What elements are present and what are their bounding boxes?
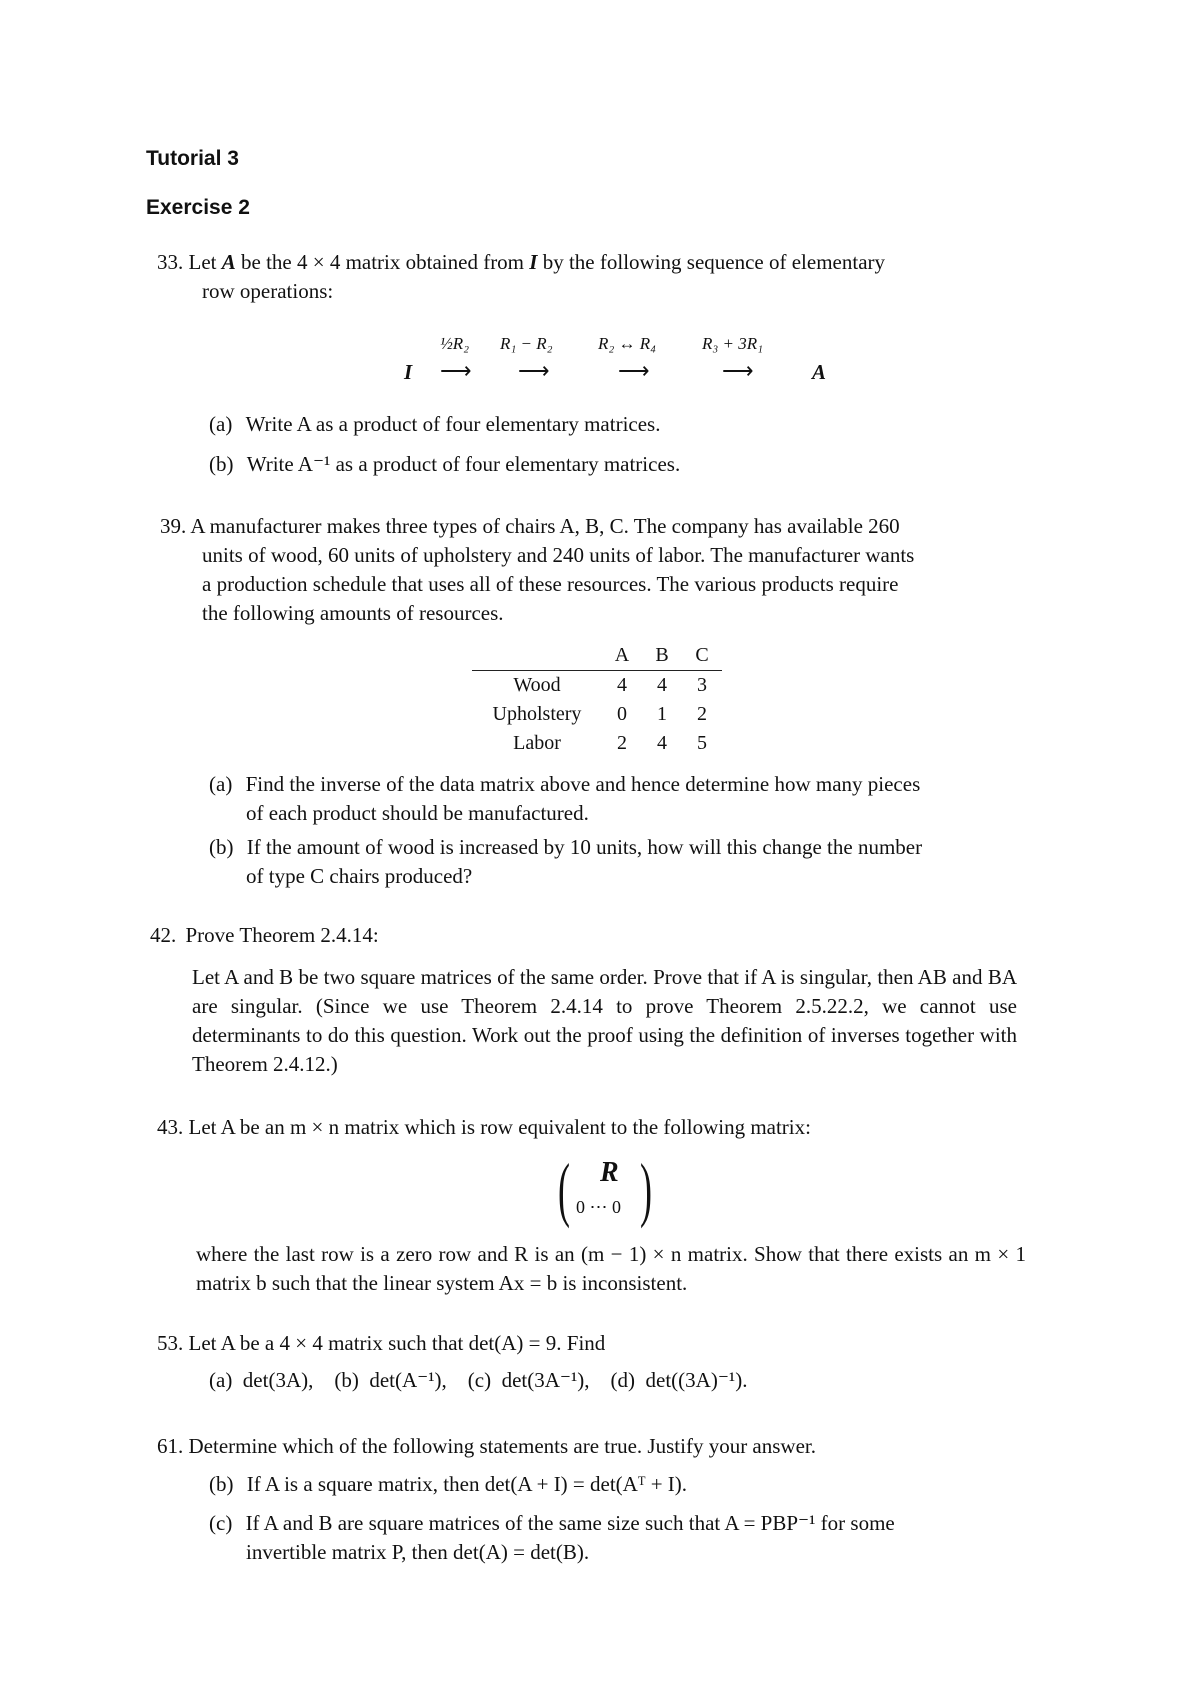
q39-part-a-label: (a): [209, 772, 233, 796]
q33-identity: I: [529, 250, 538, 274]
q43-number: 43.: [157, 1115, 184, 1139]
q42-heading: Prove Theorem 2.4.14:: [185, 923, 379, 947]
arrow-3: ⟶: [618, 358, 650, 383]
table-cell: Wood: [513, 674, 561, 696]
table-cell: Upholstery: [492, 703, 582, 725]
table-header-cell: [472, 641, 602, 671]
q53-line1: [157, 1329, 605, 1358]
table-cell: Labor: [513, 732, 561, 754]
row-equivalent-matrix: [558, 1149, 658, 1231]
q61-line1: [157, 1432, 816, 1461]
table-row: [472, 671, 722, 701]
q39-part-a: [209, 770, 920, 799]
q39-line1: [160, 512, 900, 541]
q33-line2: row operations:: [202, 279, 334, 303]
op-4: R₃ + 3R₁: [702, 334, 764, 353]
table-header-row: [472, 641, 722, 671]
q61-part-b: [209, 1470, 687, 1499]
op-1: ½R₂: [440, 334, 470, 353]
q39-line1-text: A manufacturer makes three types of chairs A, B, C. The company has available 260: [190, 514, 900, 538]
q42-heading-line: [150, 921, 379, 950]
sequence-end: A: [812, 360, 827, 384]
table-cell: 3: [697, 674, 707, 696]
tutorial-title: Tutorial 3: [146, 147, 239, 170]
q33-part-a: [209, 410, 660, 439]
q39-part-b-text-1: If the amount of wood is increased by 10 units, how will this change the number: [246, 835, 923, 859]
q33-intro-2: be the 4 × 4 matrix obtained from: [241, 250, 525, 274]
q33-part-b: [209, 450, 680, 479]
q33-part-b-label: (b): [209, 452, 234, 476]
q33-number: 33.: [157, 250, 184, 274]
q61-part-c-text-1: If A and B are square matrices of the same size such that A = PBP⁻¹ for some: [245, 1511, 895, 1535]
q53-line1-text: Let A be a 4 × 4 matrix such that det(A) = 9. Find: [188, 1331, 606, 1355]
table-row: [472, 729, 722, 758]
q39-part-b-text-2: of type C chairs produced?: [246, 864, 473, 888]
table-header-cell: B: [642, 641, 682, 671]
q33-intro-1: Let: [188, 250, 217, 274]
q53-number: 53.: [157, 1331, 184, 1355]
op-2: R₁ − R₂: [500, 334, 553, 353]
table-cell: 4: [617, 674, 627, 696]
q42-body: Let A and B be two square matrices of the same order. Prove that if A is singular, then AB and BA are singular. (Since we use Theorem 2.4.14 to prove Theorem 2.5.22.2, we cannot use determinants to do this question. Work out the proof using the definition of inverses together with Theorem 2.4.12.): [192, 965, 1017, 1076]
table-cell: 2: [617, 732, 627, 754]
resources-table: [472, 641, 722, 758]
q43-body: where the last row is a zero row and R is an (m − 1) × n matrix. Show that there exists an m × 1 matrix b such that the linear system Ax = b is inconsistent.: [196, 1242, 1026, 1295]
table-cell: 0: [617, 703, 627, 725]
table-cell: 4: [657, 732, 667, 754]
q61-part-c-text-2: invertible matrix P, then det(A) = det(B).: [246, 1540, 590, 1564]
q43-line1: [157, 1113, 811, 1142]
q61-number: 61.: [157, 1434, 184, 1458]
q61-part-c: [209, 1509, 895, 1538]
table-cell: 4: [657, 674, 667, 696]
q39-part-a-text-1: Find the inverse of the data matrix above and hence determine how many pieces: [245, 772, 921, 796]
q43-line1-text: Let A be an m × n matrix which is row equivalent to the following matrix:: [188, 1115, 811, 1139]
q39-line2: units of wood, 60 units of upholstery and 240 units of labor. The manufacturer wants: [202, 543, 915, 567]
table-row: [472, 700, 722, 729]
right-paren: ): [640, 1149, 652, 1229]
arrow-4: ⟶: [722, 358, 754, 383]
q33-part-b-text: Write A⁻¹ as a product of four elementary matrices.: [246, 452, 681, 476]
q42-number: 42.: [150, 923, 177, 947]
q33-part-a-text: Write A as a product of four elementary matrices.: [245, 412, 661, 436]
table-cell: 5: [697, 732, 707, 754]
q33-matrix-a: A: [221, 250, 236, 274]
q33-line1: [157, 248, 1032, 277]
left-paren: (: [558, 1149, 570, 1229]
q39-number: 39.: [160, 514, 187, 538]
matrix-bottom-row: 0 ⋯ 0: [576, 1197, 621, 1217]
arrow-2: ⟶: [518, 358, 550, 383]
table-cell: 1: [657, 703, 667, 725]
sequence-start: I: [404, 360, 413, 384]
op-3: R₂ ↔ R₄: [598, 334, 657, 353]
matrix-top-row: R: [600, 1157, 619, 1188]
table-header-cell: C: [682, 641, 722, 671]
q39-part-a-text-2: of each product should be manufactured.: [246, 801, 589, 825]
q53-parts: (a) det(3A), (b) det(A⁻¹), (c) det(3A⁻¹), (d) det((3A)⁻¹).: [209, 1368, 748, 1392]
q33-part-a-label: (a): [209, 412, 233, 436]
table-header-cell: A: [602, 641, 642, 671]
q33-intro-3: by the following sequence of elementary: [542, 250, 886, 274]
q39-part-b-label: (b): [209, 835, 234, 859]
q61-line1-text: Determine which of the following statements are true. Justify your answer.: [188, 1434, 816, 1458]
row-operation-sequence: [400, 330, 840, 390]
q39-line4: the following amounts of resources.: [202, 601, 504, 625]
q61-part-b-label: (b): [209, 1472, 234, 1496]
q39-line3: a production schedule that uses all of these resources. The various products require: [202, 572, 899, 596]
exercise-title: Exercise 2: [146, 196, 250, 219]
q61-part-b-text: If A is a square matrix, then det(A + I) = det(Aᵀ + I).: [246, 1472, 688, 1496]
arrow-1: ⟶: [440, 358, 472, 383]
table-cell: 2: [697, 703, 707, 725]
q39-part-b: [209, 833, 922, 862]
q61-part-c-label: (c): [209, 1511, 233, 1535]
